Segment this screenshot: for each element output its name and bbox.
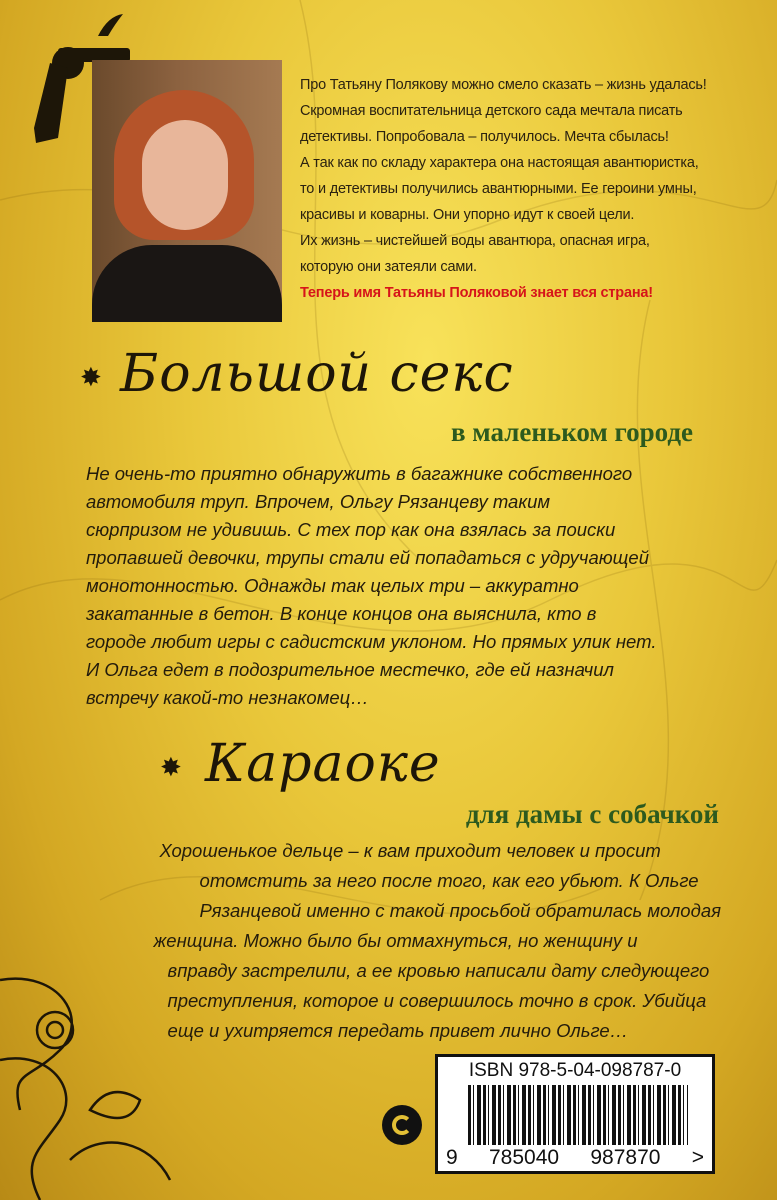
book1-description: [86, 460, 656, 712]
bio-line: красивы и коварны. Они упорно идут к своей цели.: [300, 207, 635, 223]
book1-subtitle: в маленьком городе: [450, 417, 693, 447]
book2-title: Караоке: [205, 734, 441, 794]
text-line: сюрпризом не удивишь. С тех пор как она взялась за поиски: [86, 519, 616, 540]
bio-highlight: Теперь имя Татьяны Поляковой знает вся страна!: [300, 285, 653, 301]
barcode-bars: [468, 1085, 688, 1145]
barcode-digit: 785040: [488, 1146, 560, 1169]
text-line: отомстить за него после того, как его убьют. К Ольге: [199, 870, 699, 891]
book2-subtitle: для дамы с собачкой: [465, 799, 719, 829]
bio-line: Скромная воспитательница детского сада мечтала писать: [300, 103, 683, 119]
text-line: вправду застрелили, а ее кровью написали дату следующего: [167, 960, 710, 981]
bio-line: которую они затеяли сами.: [300, 259, 477, 275]
bio-line: Про Татьяну Полякову можно смело сказать – жизнь удалась!: [300, 77, 707, 93]
author-bio: [300, 72, 760, 306]
text-line: Хорошенькое дельце – к вам приходит человек и просит: [159, 840, 661, 861]
text-line: пропавшей девочки, трупы стали ей попадаться с удручающей: [86, 547, 649, 568]
lace-ornament: [0, 960, 200, 1200]
bio-line: детективы. Попробовала – получилось. Мечта сбылась!: [300, 129, 669, 145]
bio-line: то и детективы получились авантюрными. Ее героини умны,: [300, 181, 697, 197]
isbn-barcode: [435, 1054, 715, 1174]
bio-line: Их жизнь – чистейшей воды авантюра, опасная игра,: [300, 233, 650, 249]
text-line: еще и ухитряется передать привет лично Ольге…: [167, 1020, 629, 1041]
text-line: преступления, которое и совершилось точно в срок. Убийца: [167, 990, 707, 1011]
text-line: женщина. Можно было бы отмахнуться, но женщину и: [153, 930, 638, 951]
text-line: Не очень-то приятно обнаружить в багажнике собственного: [86, 463, 633, 484]
text-line: И Ольга едет в подозрительное местечко, где ей назначил: [86, 659, 614, 680]
barcode-digit: 987870: [590, 1146, 661, 1169]
bio-line: А так как по складу характера она настоящая авантюристка,: [300, 155, 699, 171]
text-line: монотонностью. Однажды так целых три – аккуратно: [86, 575, 579, 596]
barcode-digit: 9: [446, 1146, 458, 1169]
text-line: Рязанцевой именно с такой просьбой обратилась молодая: [199, 900, 721, 921]
text-line: закатанные в бетон. В конце концов она выяснила, кто в: [86, 603, 597, 624]
author-photo: [92, 60, 282, 322]
book1-title: Большой секс: [120, 344, 514, 404]
isbn-text: ISBN 978-5-04-098787-0: [468, 1060, 682, 1081]
star-ornament-icon: ✸: [80, 362, 102, 392]
book2-description: [146, 836, 721, 1046]
text-line: встречу какой-то незнакомец…: [86, 687, 369, 708]
text-line: автомобиля труп. Впрочем, Ольгу Рязанцеву таким: [86, 491, 551, 512]
publisher-logo: [382, 1105, 422, 1145]
barcode-digit: >: [691, 1146, 704, 1169]
star-ornament-icon: ✸: [160, 752, 182, 782]
text-line: городе любит игры с садистским уклоном. Но прямых улик нет.: [86, 631, 657, 652]
